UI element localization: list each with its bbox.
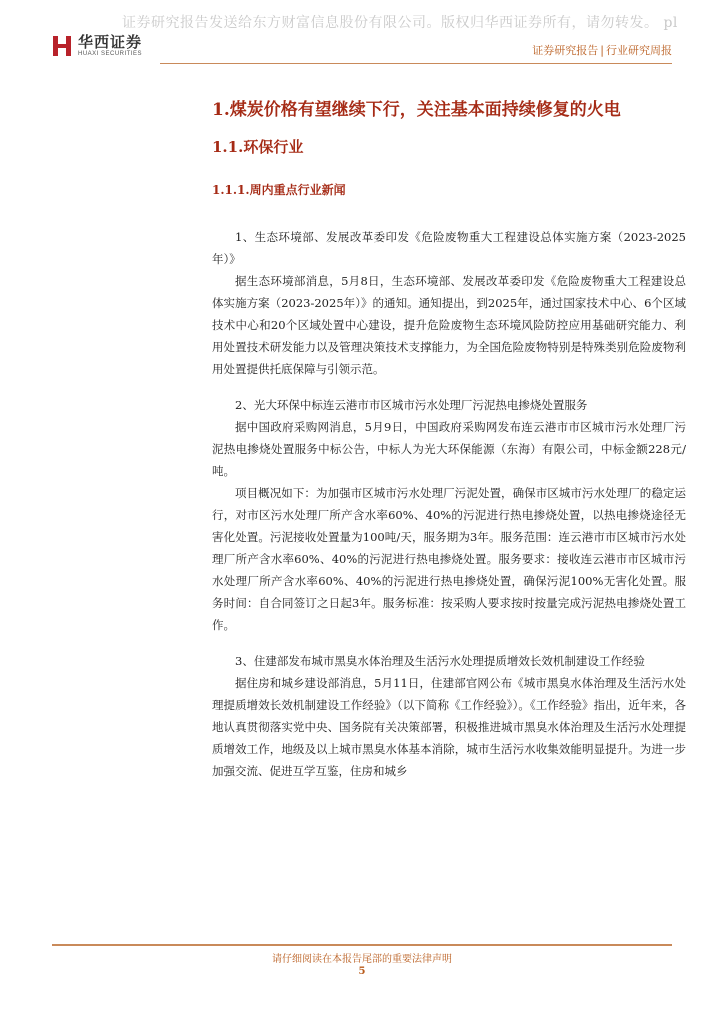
- report-type: 证券研究报告: [532, 44, 599, 57]
- section-heading-2: 1.1.环保行业: [212, 138, 304, 156]
- logo-english-name: HUAXI SECURITIES: [78, 51, 143, 57]
- company-logo: [52, 34, 142, 58]
- news-paragraph: 据住房和城乡建设部消息，5月11日，住建部官网公布《城市黑臭水体治理及生活污水处理提质增效长效机制建设工作经验》（以下简称《工作经验》）。《工作经验》指出，近年来，各地认真贯彻落实党中央、国务院有关决策部署，积极推进城市黑臭水体治理及生活污水处理提质增效工作，地级及以上城市黑臭水体基本消除，城市生活污水收集效能明显提升。为进一步加强交流、促进互学互鉴，住房和城乡: [212, 676, 686, 778]
- news-title: 2、光大环保中标连云港市市区城市污水处理厂污泥热电掺烧处置服务: [235, 398, 588, 412]
- news-paragraph: 项目概况如下：为加强市区城市污水处理厂污泥处置，确保市区城市污水处理厂的稳定运行，对市区污水处理厂所产含水率60%、40%的污泥进行热电掺烧处置，以热电掺烧途径无害化处置。污泥接收处置量为100吨/天，服务期为3年。服务范围：连云港市市区城市污水处理厂所产含水率60%、40%的污泥进行热电掺烧处置。服务要求：接收连云港市市区城市污水处理厂所产含水率60%、40%的污泥进行热电掺烧处置，确保污泥100%无害化处置。服务时间：自合同签订之日起3年。服务标准：按采购人要求按时按量完成污泥热电掺烧处置工作。: [212, 486, 686, 632]
- section-heading-3: 1.1.1.周内重点行业新闻: [212, 183, 346, 197]
- news-content: [212, 226, 686, 782]
- footer-divider: [52, 944, 672, 946]
- page-number: 5: [358, 966, 366, 977]
- news-title: 1、生态环境部、发展改革委印发《危险废物重大工程建设总体实施方案（2023-2025年）》: [212, 230, 686, 266]
- header-divider: [160, 63, 672, 64]
- report-subtype: 行业研究周报: [606, 44, 672, 57]
- huaxi-logo-icon: [52, 34, 72, 58]
- watermark-text: 证券研究报告发送给东方财富信息股份有限公司。版权归华西证券所有，请勿转发。 pl: [122, 15, 678, 31]
- section-heading-1: 1.煤炭价格有望继续下行，关注基本面持续修复的火电: [212, 100, 621, 120]
- news-paragraph: 据生态环境部消息，5月8日，生态环境部、发展改革委印发《危险废物重大工程建设总体实施方案（2023-2025年）》的通知。通知提出，到2025年，通过国家技术中心、6个区域技术中心和20个区域处置中心建设，提升危险废物生态环境风险防控应用基础研究能力、利用处置技术研发能力以及管理决策技术支撑能力，为全国危险废物特别是特殊类别危险废物利用处置提供托底保障与引领示范。: [212, 274, 686, 376]
- report-category: [532, 42, 672, 58]
- news-paragraph: 据中国政府采购网消息，5月9日，中国政府采购网发布连云港市市区城市污水处理厂污泥热电掺烧处置服务中标公告，中标人为光大环保能源（东海）有限公司，中标金额228元/吨。: [212, 420, 686, 478]
- logo-chinese-name: 华西证券: [78, 33, 143, 51]
- header-separator: |: [600, 44, 604, 57]
- news-title: 3、住建部发布城市黑臭水体治理及生活污水处理提质增效长效机制建设工作经验: [235, 654, 645, 668]
- legal-disclaimer-note: 请仔细阅读在本报告尾部的重要法律声明: [272, 954, 452, 965]
